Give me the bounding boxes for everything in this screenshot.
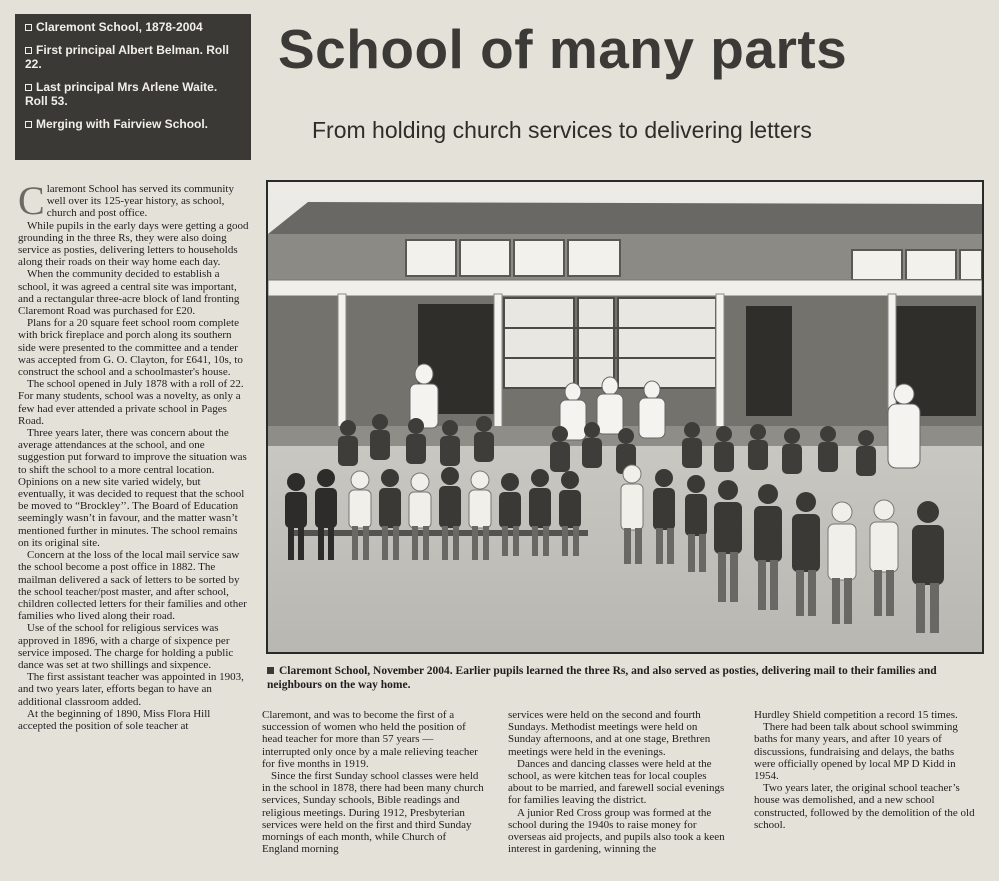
subheadline: From holding church services to delivering letters: [312, 117, 812, 143]
article-paragraph: Three years later, there was concern about the average attendances at the school, and one suggestion put forward to improve the situation was to shift the school to a more central location. Opinions on a new site varied widely, but eventually, it was decided to request that the school be moved to “Brockley’’. The Board of Education seemingly wasn’t in favour, and the matter wasn’t mentioned further in minutes. The school remains on its original site.: [18, 427, 247, 549]
fact-text: Merging with Fairview School.: [36, 117, 209, 131]
caption-square-icon: [267, 667, 274, 674]
article-paragraph: Two years later, the original school teacher’s house was demolished, and a new school constructed, followed by the demolition of the old school.: [754, 782, 975, 831]
classroom-windows: [504, 298, 716, 388]
article-column-4: [754, 709, 976, 831]
article-paragraph: [18, 178, 250, 223]
article-paragraph: A junior Red Cross group was formed at the school during the 1940s to raise money for overseas aid projects, and pupils also took a keen interest in gardening, winning the: [508, 806, 725, 856]
fact-item: [25, 80, 243, 108]
paragraph-text: laremont School has served its community well over its 125-year history, as school, church and post office.: [46, 183, 234, 220]
fact-box: [15, 14, 251, 160]
photo-illustration: [268, 182, 982, 652]
photo-caption: [267, 664, 983, 692]
checkbox-bullet-icon: [25, 121, 32, 128]
article-paragraph: Plans for a 20 square feet school room complete with brick fireplace and porch along its southern side were presented to the committee and a tender was accepted from G. O. Clayton, for £641, 10s, to construct the school and a schoolmaster's house.: [18, 317, 243, 379]
article-paragraph: Concern at the loss of the local mail service saw the school become a post office in 1882. The mailman delivered a sack of letters to be sorted by the school teacher/post master, and after school, children collected letters for their families and other families who lived along their road.: [18, 549, 247, 623]
article-paragraph: There had been talk about school swimming baths for many years, and after 10 years of discussions, fundraising and delays, the baths were officially opened by local MP D Kidd in 1954.: [754, 721, 958, 783]
drop-cap: C: [18, 178, 45, 223]
roof: [268, 202, 982, 234]
article-paragraph: The school opened in July 1878 with a roll of 22. For many students, school was a novelty, as only a few had ever attended a private school in Pages Road.: [18, 378, 244, 427]
checkbox-bullet-icon: [25, 84, 32, 91]
checkbox-bullet-icon: [25, 47, 32, 54]
article-paragraph: When the community decided to establish a school, it was agreed a central site was important, and a rectangular three-acre block of land fronting Claremont Road was purchased for £20.: [18, 268, 240, 318]
caption-text: Claremont School, November 2004. Earlier pupils learned the three Rs, and also served as posties, delivering mail to their families and neighbours on the way home.: [267, 665, 937, 691]
checkbox-bullet-icon: [25, 24, 32, 31]
article-paragraph: Use of the school for religious services was approved in 1896, with a charge of sixpence per service imposed. The charge for holding a public dance was set at two shillings and sixpence.: [18, 622, 234, 671]
fact-item: [25, 20, 243, 34]
article-paragraph: Since the first Sunday school classes were held in the school in 1878, there had been many church services, Sunday schools, Bible readings and religious meetings. During 1912, Presbyterian services were held on the first and third Sunday mornings of each month, while Church of England morning: [262, 770, 484, 856]
article-column-2: [262, 709, 484, 855]
fact-item: [25, 117, 243, 131]
article-paragraph: While pupils in the early days were getting a good grounding in the three Rs, they were also doing service as posties, delivering letters to households along their roads on their way home each day.: [18, 219, 249, 269]
fact-text: First principal Albert Belman. Roll 22.: [25, 43, 229, 71]
article-column-3: [508, 709, 730, 855]
fact-text: Last principal Mrs Arlene Waite. Roll 53.: [25, 80, 218, 108]
school-group-photo: [266, 180, 984, 654]
headline: School of many parts: [278, 18, 848, 80]
article-column-1: [18, 178, 250, 732]
fact-item: [25, 43, 243, 71]
fact-text: Claremont School, 1878-2004: [36, 20, 203, 34]
article-paragraph: The first assistant teacher was appointed in 1903, and two years later, efforts began to have an additional classroom added.: [18, 671, 244, 708]
article-paragraph: Hurdley Shield competition a record 15 times.: [754, 709, 958, 721]
article-paragraph: Dances and dancing classes were held at the school, as were kitchen teas for local couples about to be married, and farewell social evenings for families leaving the district.: [508, 757, 725, 807]
article-paragraph: Claremont, and was to become the first of a succession of women who held the position of head teacher for more than 57 years — interrupted only once by a male relieving teacher for five months in 1919.: [262, 709, 478, 770]
article-paragraph: services were held on the second and fourth Sundays. Methodist meetings were held on Sunday afternoons, and at one stage, Brethren meetings were held in the evenings.: [508, 709, 711, 758]
article-paragraph: At the beginning of 1890, Miss Flora Hill accepted the position of sole teacher at: [18, 707, 211, 732]
